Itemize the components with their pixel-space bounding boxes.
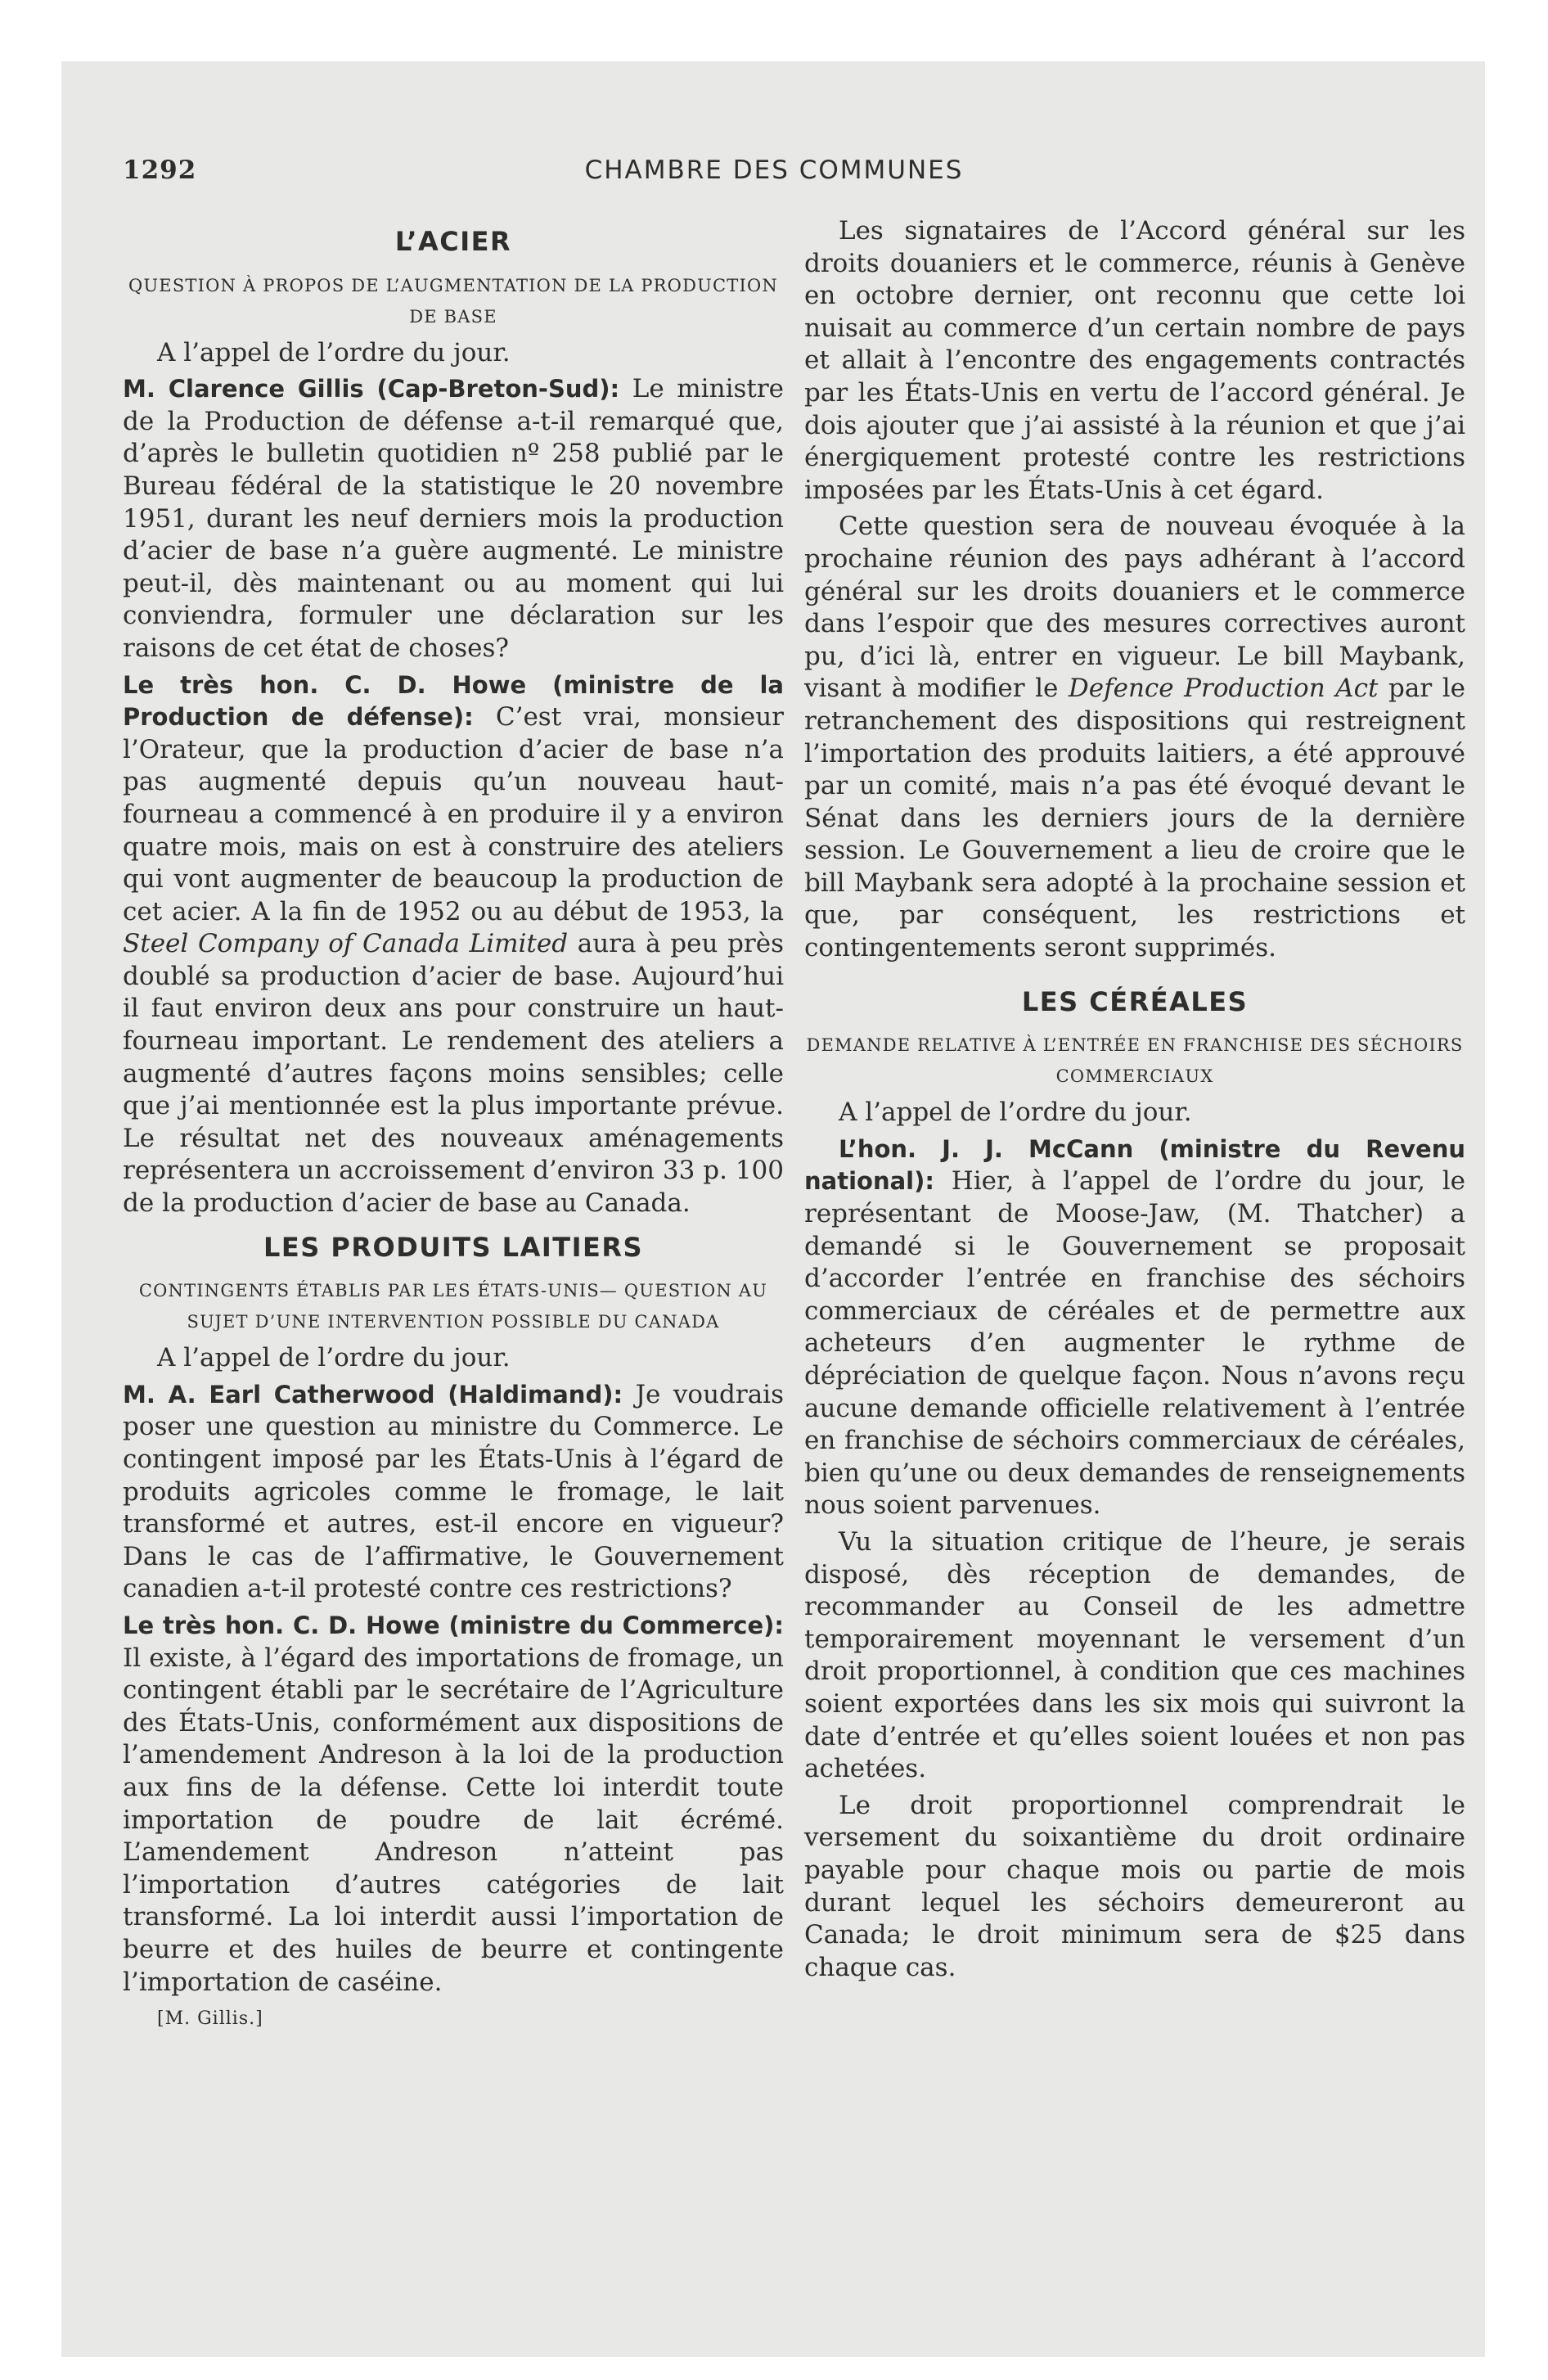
speaker-howe-commerce: Le très hon. C. D. Howe (ministre du Commerce): (123, 1611, 784, 1639)
company-name: Steel Company of Canada Limited (123, 929, 569, 959)
section-title-cereales: LES CÉRÉALES (1021, 985, 1249, 1017)
catherwood-question: Je voudrais poser une question au ministre du Commerce. Le contingent imposé par les États-Unis à l’égard de produits agricoles comme le fromage, le lait transformé et autres, est-il encore en vigueur? Dans le cas de l’affirmative, le Gouvernement canadien a-t-il protesté contre ces restrictions? (123, 1379, 784, 1604)
gillis-question: Le ministre de la Production de défense a-t-il remarqué que, d’après le bulletin quotidien nº 258 publié par le Bureau fédéral de la statistique le 20 novembre 1951, durant les neuf derniers mois la production d’acier de base n’a guère augmenté. Le ministre peut-il, dès maintenant ou au moment qui lui conviendra, formuler une déclaration sur les raisons de cet état de choses? (123, 374, 785, 663)
left-column (123, 219, 784, 2040)
paragraph-catherwood (123, 1379, 784, 1606)
speaker-mccann: L’hon. J. J. McCann (ministre du Revenu national): (804, 1134, 1465, 1196)
order-of-day-note: A l’appel de l’ordre du jour. (157, 1343, 511, 1373)
speaker-howe-production: Le très hon. C. D. Howe (ministre de la Production de défense): (123, 670, 784, 732)
section-subhead-acier: QUESTION À PROPOS DE L’AUGMENTATION DE LA PRODUCTION DE BASE (128, 275, 778, 327)
order-of-day-note: A l’appel de l’ordre du jour. (839, 1098, 1192, 1128)
page-number: 1292 (123, 156, 197, 185)
paragraph-situation: Vu la situation critique de l’heure, je serais disposé, dès réception de demandes, de recommander au Conseil de les admettre temporairement moyennant le versement d’un droit proportionnel, à condition que ces machines soient exportées dans les six mois qui suivront la date d’entrée et qu’elles soient louées et non pas achetées. (804, 1526, 1465, 1784)
paragraph-howe-acier (123, 669, 784, 1220)
maybank-part-b: par le retranchement des dispositions qui restreignent l’importation des produits laitiers, a été approuvé par un comité, mais n’a pas été évoqué devant le Sénat dans les derniers jours de la dernière session. Le Gouvernement a lieu de croire que le bill Maybank sera adopté à la prochaine session et que, par conséquent, les restrictions et contingentements seront supprimés. (804, 674, 1466, 963)
section-subhead-laitiers: CONTINGENTS ÉTABLIS PAR LES ÉTATS-UNIS— QUESTION AU SUJET D’UNE INTERVENTION POSSIBLE DU CANADA (138, 1281, 768, 1332)
howe-answer-part-a: C’est vrai, monsieur l’Orateur, que la production d’acier de base n’a pas augmenté depuis qu’un nouveau haut-fourneau a commencé à en produire il y a environ quatre mois, mais on est à construire des ateliers qui vont augmenter de beaucoup la production de cet acier. A la fin de 1952 ou au début de 1953, la (123, 702, 784, 926)
maybank-part-a: Cette question sera de nouveau évoquée à la prochaine réunion des pays adhérant à l’accord général sur les droits douaniers et le commerce dans l’espoir que des mesures correctives auront pu, d’ici là, entrer en vigueur. Le bill Maybank, visant à modifier le (804, 512, 1465, 704)
mccann-answer: Hier, à l’appel de l’ordre du jour, le représentant de Moose-Jaw, (M. Thatcher) a demandé si le Gouvernement se proposait d’accorder l’entrée en franchise des séchoirs commerciaux de céréales et de permettre aux acheteurs d’en augmenter le rythme de dépréciation de quelque façon. Nous n’avons reçu aucune demande officielle relativement à l’entrée en franchise de séchoirs commerciaux de céréales, bien qu’une ou deux demandes de renseignements nous soient parvenues. (804, 1166, 1466, 1521)
right-column (804, 215, 1465, 1988)
order-of-day-note: A l’appel de l’ordre du jour. (157, 337, 511, 367)
act-name: Defence Production Act (1068, 674, 1379, 704)
paragraph-howe-commerce (123, 1610, 784, 1999)
section-title-acier: L’ACIER (394, 226, 512, 257)
section-subhead-cereales: DEMANDE RELATIVE À L’ENTRÉE EN FRANCHISE DES SÉCHOIRS COMMERCIAUX (806, 1035, 1464, 1087)
paragraph-mccann (804, 1134, 1465, 1522)
howe-answer-part-b: aura à peu près doublé sa production d’acier de base. Aujourd’hui il faut environ deux ans pour construire un haut-fourneau important. Le rendement des ateliers a augmenté d’autres façons moins sensibles; celle que j’ai mentionnée est la plus importante prévue. Le résultat net des nouveaux aménagements représentera un accroissement d’environ 33 p. 100 de la production d’acier de base au Canada. (123, 929, 784, 1219)
footer-speaker-reference: [M. Gillis.] (157, 2008, 263, 2030)
paragraph-maybank (804, 511, 1465, 964)
paragraph-gillis (123, 373, 784, 665)
paragraph-droit-proportionnel: Le droit proportionnel comprendrait le versement du soixantième du droit ordinaire payable pour chaque mois ou partie de mois durant lequel les séchoirs demeureront au Canada; le droit minimum sera de $25 dans chaque cas. (804, 1790, 1465, 1982)
running-title: CHAMBRE DES COMMUNES (584, 156, 964, 185)
section-title-laitiers: LES PRODUITS LAITIERS (263, 1231, 644, 1263)
howe-commerce-answer: Il existe, à l’égard des importations de fromage, un contingent établi par le secrétaire de l’Agriculture des États-Unis, conformément aux dispositions de l’amendement Andreson à la loi de la production aux fins de la défense. Cette loi interdit toute importation de poudre de lait écrémé. L’amendement Andreson n’atteint pas l’importation d’autres catégories de lait transformé. La loi interdit aussi l’importation de beurre et des huiles de beurre et contingente l’importation de caséine. (123, 1643, 784, 1997)
speaker-gillis: M. Clarence Gillis (Cap-Breton-Sud): (123, 375, 620, 403)
paragraph-accord-general: Les signataires de l’Accord général sur les droits douaniers et le commerce, réunis à Genève en octobre dernier, ont reconnu que cette loi nuisait au commerce d’un certain nombre de pays et allait à l’encontre des engagements contractés par les États-Unis en vertu de l’accord général. Je dois ajouter que j’ai assisté à la réunion et que j’ai énergiquement protesté contre les restrictions imposées par les États-Unis à cet égard. (804, 216, 1465, 505)
speaker-catherwood: M. A. Earl Catherwood (Haldimand): (123, 1380, 623, 1409)
